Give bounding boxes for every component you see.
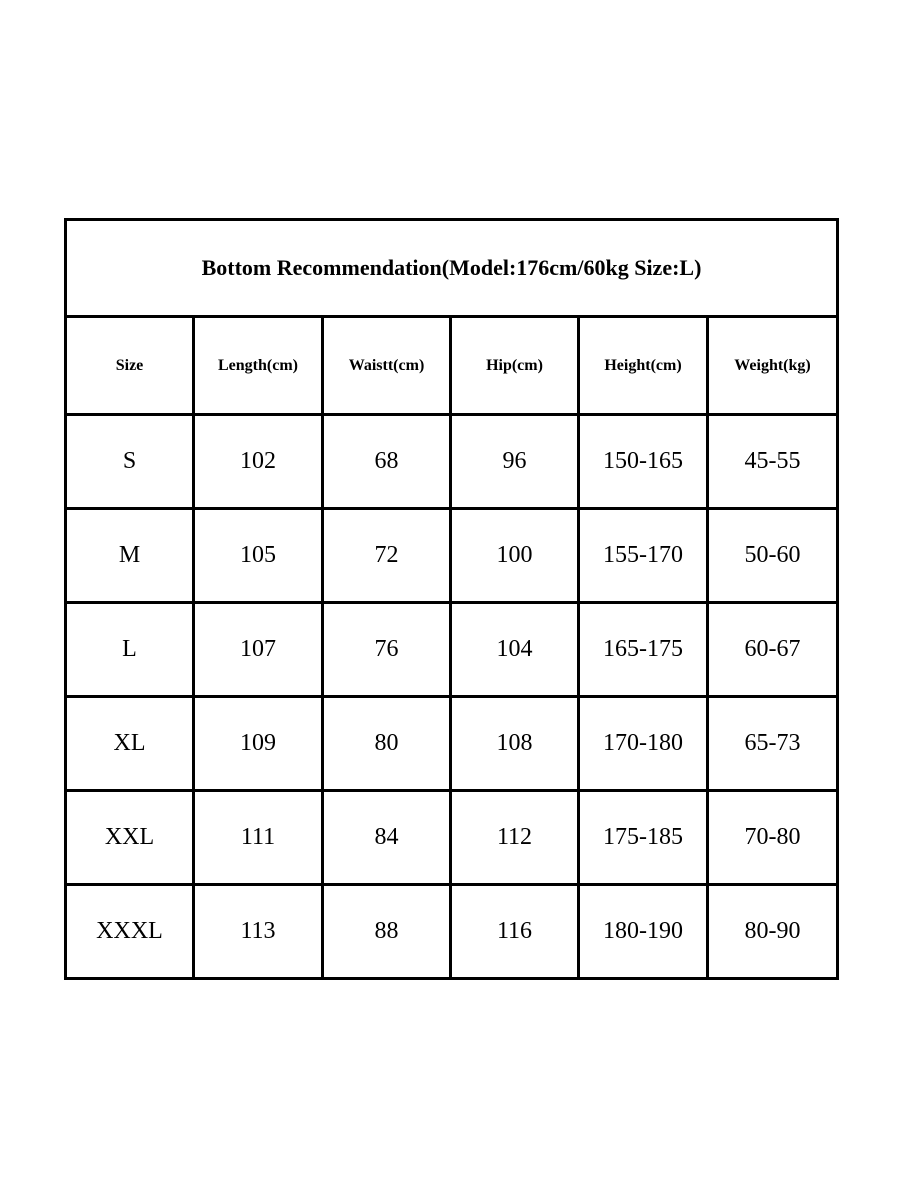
size-chart-table (64, 218, 839, 980)
cell-size: XXXL (66, 885, 194, 979)
cell-hip: 104 (451, 603, 579, 697)
column-header-size: Size (66, 317, 194, 415)
cell-waist: 84 (323, 791, 451, 885)
cell-hip: 116 (451, 885, 579, 979)
title-row (66, 220, 838, 317)
cell-height: 175-185 (579, 791, 708, 885)
table-row (66, 697, 838, 791)
cell-height: 155-170 (579, 509, 708, 603)
cell-waist: 88 (323, 885, 451, 979)
table-row (66, 791, 838, 885)
cell-hip: 96 (451, 415, 579, 509)
cell-height: 150-165 (579, 415, 708, 509)
table-row (66, 885, 838, 979)
cell-size: XXL (66, 791, 194, 885)
cell-length: 102 (194, 415, 323, 509)
cell-weight: 80-90 (708, 885, 838, 979)
cell-size: L (66, 603, 194, 697)
cell-weight: 60-67 (708, 603, 838, 697)
cell-waist: 72 (323, 509, 451, 603)
cell-hip: 108 (451, 697, 579, 791)
cell-weight: 65-73 (708, 697, 838, 791)
cell-length: 105 (194, 509, 323, 603)
cell-size: XL (66, 697, 194, 791)
header-row (66, 317, 838, 415)
cell-hip: 100 (451, 509, 579, 603)
column-header-waist: Waistt(cm) (323, 317, 451, 415)
cell-length: 111 (194, 791, 323, 885)
cell-height: 170-180 (579, 697, 708, 791)
column-header-height: Height(cm) (579, 317, 708, 415)
cell-length: 113 (194, 885, 323, 979)
cell-length: 109 (194, 697, 323, 791)
chart-title: Bottom Recommendation(Model:176cm/60kg Size:L) (66, 220, 838, 317)
column-header-length: Length(cm) (194, 317, 323, 415)
column-header-hip: Hip(cm) (451, 317, 579, 415)
cell-weight: 50-60 (708, 509, 838, 603)
cell-length: 107 (194, 603, 323, 697)
cell-height: 180-190 (579, 885, 708, 979)
cell-weight: 45-55 (708, 415, 838, 509)
table-row (66, 509, 838, 603)
cell-hip: 112 (451, 791, 579, 885)
column-header-weight: Weight(kg) (708, 317, 838, 415)
cell-weight: 70-80 (708, 791, 838, 885)
cell-waist: 80 (323, 697, 451, 791)
table-row (66, 603, 838, 697)
cell-size: M (66, 509, 194, 603)
table-row (66, 415, 838, 509)
cell-waist: 76 (323, 603, 451, 697)
cell-height: 165-175 (579, 603, 708, 697)
cell-size: S (66, 415, 194, 509)
cell-waist: 68 (323, 415, 451, 509)
